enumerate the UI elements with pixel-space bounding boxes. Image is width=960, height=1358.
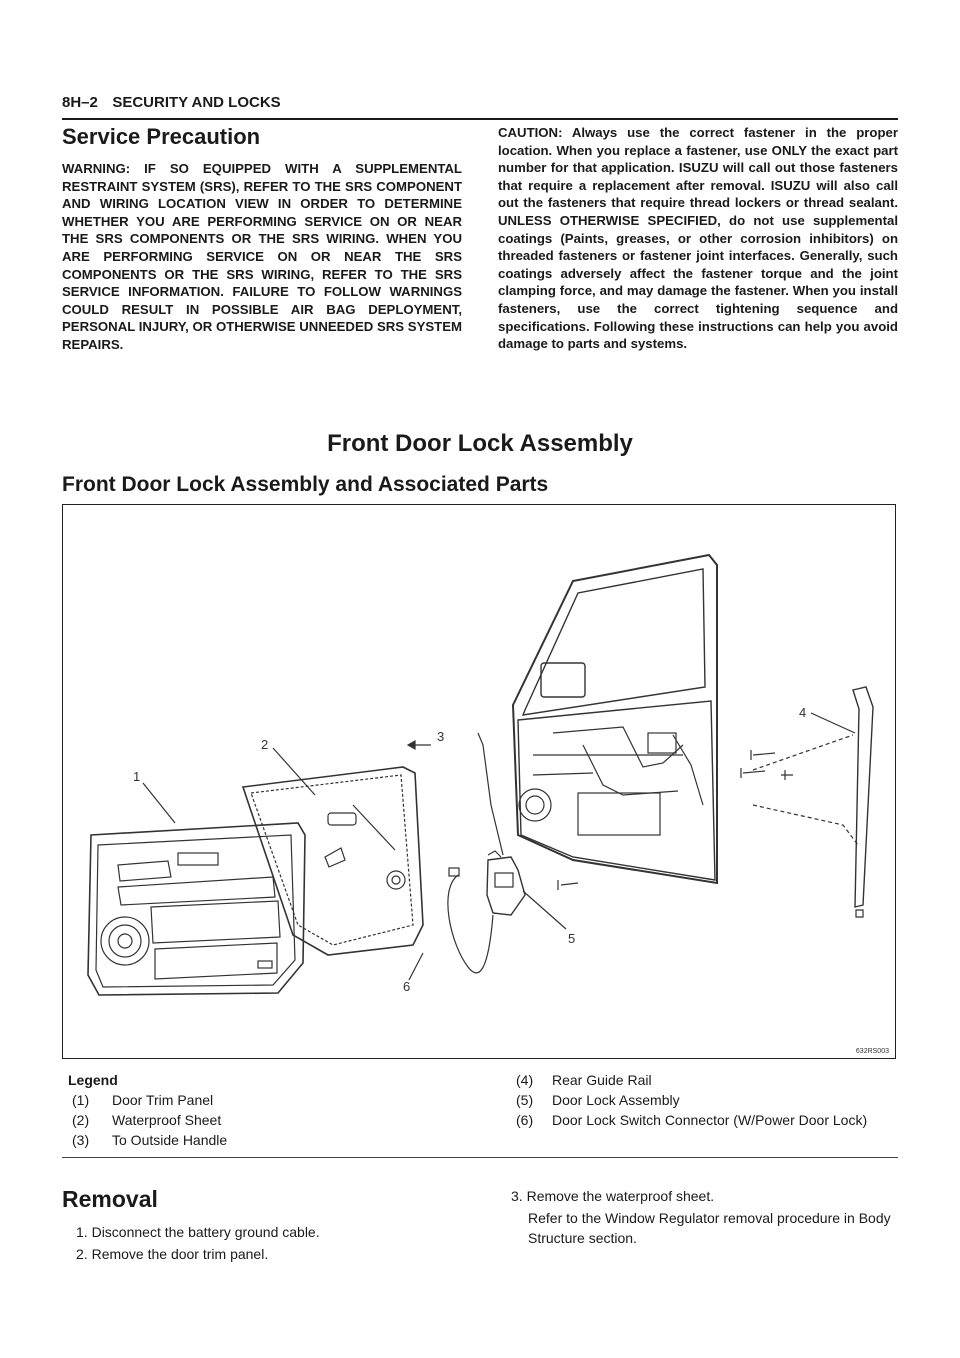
callout-5: 5 [568,931,576,946]
section-number: 8H–2 [62,94,98,111]
legend-item-number: (5) [516,1092,534,1108]
warning-paragraph: WARNING: IF SO EQUIPPED WITH A SUPPLEMENTAL RESTRAINT SYSTEM (SRS), REFER TO THE SRS COMPONENT AND WIRING LOCATION VIEW IN ORDER TO DETERMINE WHETHER YOU ARE PERFORMING SERVICE ON OR NEAR THE SRS COMPONENTS OR THE SRS WIRING. WHEN YOU ARE PERFORMING SERVICE ON OR NEAR THE SRS COMPONENTS OR THE SRS WIRING, REFER TO THE SRS SERVICE INFORMATION. FAILURE TO FOLLOW WARNINGS COULD RESULT IN POSSIBLE AIR BAG DEPLOYMENT, PERSONAL INJURY, OR OTHERWISE UNNEEDED SRS SYSTEM REPAIRS. [62,161,462,352]
legend-item-number: (2) [72,1112,90,1128]
lock-switch-connector-wire [448,875,493,973]
legend-item-label: Door Lock Assembly [552,1092,680,1108]
legend-item-number: (6) [516,1112,534,1128]
callout-1: 1 [133,769,141,784]
legend-item-label: Waterproof Sheet [112,1112,222,1128]
step-number: 3. [511,1188,523,1204]
exploded-view-figure [62,504,896,1059]
step-text: Disconnect the battery ground cable. [91,1224,320,1240]
legend-left [68,1070,448,1150]
legend-item [68,1130,448,1150]
figure-code: 632RS003 [855,1048,889,1055]
legend-item-label: To Outside Handle [112,1132,228,1148]
legend-item-label: Door Lock Switch Connector (W/Power Door Lock) [552,1112,868,1128]
door-lock-assembly-drawing [487,851,525,915]
legend-right [516,1070,896,1130]
callout-2: 2 [261,737,269,752]
main-title: Front Door Lock Assembly [327,430,633,457]
caution-paragraph: CAUTION: Always use the correct fastener in the proper location. When you replace a fastener, use ONLY the exact part number for that application. ISUZU will call out those fasteners that require a replacement after removal. ISUZU will also call out the fasteners that require thread lockers or thread sealant. UNLESS OTHERWISE SPECIFIED, do not use supplemental coatings (Paints, greases, or other corrosion inhibitors) on threaded fasteners or fastener joint interfaces. Generally, such coatings adversely affect the fastener torque and the joint clamping force, and may damage the fastener. When you install fasteners, use the correct tightening sequence and specifications. Following these instructions can help you avoid damage to parts and systems. [498,125,898,352]
step-number: 2. [76,1246,88,1262]
service-precaution-heading: Service Precaution [62,124,261,149]
page-header [62,92,898,120]
step-number: 1. [76,1224,88,1240]
legend-item [516,1070,896,1090]
door-lock-diagram [63,505,895,1058]
step-text: Remove the waterproof sheet. [526,1188,715,1204]
bolts-drawing [558,750,793,890]
removal-step-2 [76,1244,456,1264]
waterproof-sheet-drawing [243,767,423,955]
step-text: Remove the door trim panel. [91,1246,269,1262]
rear-guide-rail-drawing [853,687,873,917]
callout-4: 4 [799,705,807,720]
legend-item-label: Rear Guide Rail [552,1072,652,1088]
legend-item-number: (1) [72,1092,90,1108]
removal-heading: Removal [62,1186,158,1212]
door-frame-drawing [513,555,717,883]
callout-3: 3 [437,729,445,744]
legend-item [68,1110,448,1130]
legend-title: Legend [68,1072,118,1088]
legend-divider [62,1157,898,1158]
legend-item-label: Door Trim Panel [112,1092,214,1108]
figure-subtitle: Front Door Lock Assembly and Associated Parts [62,473,549,496]
legend-item [516,1090,896,1110]
removal-step-1 [76,1222,456,1242]
legend-item [68,1090,448,1110]
removal-step-3 [511,1186,899,1248]
outside-handle-rod [478,733,503,855]
door-trim-panel-drawing [88,823,305,995]
legend-item-number: (3) [72,1132,90,1148]
section-title: SECURITY AND LOCKS [112,94,281,111]
step-note: Refer to the Window Regulator removal procedure in Body Structure section. [528,1210,891,1246]
callout-6: 6 [403,979,411,994]
legend-item [516,1110,872,1130]
legend-item-number: (4) [516,1072,534,1088]
